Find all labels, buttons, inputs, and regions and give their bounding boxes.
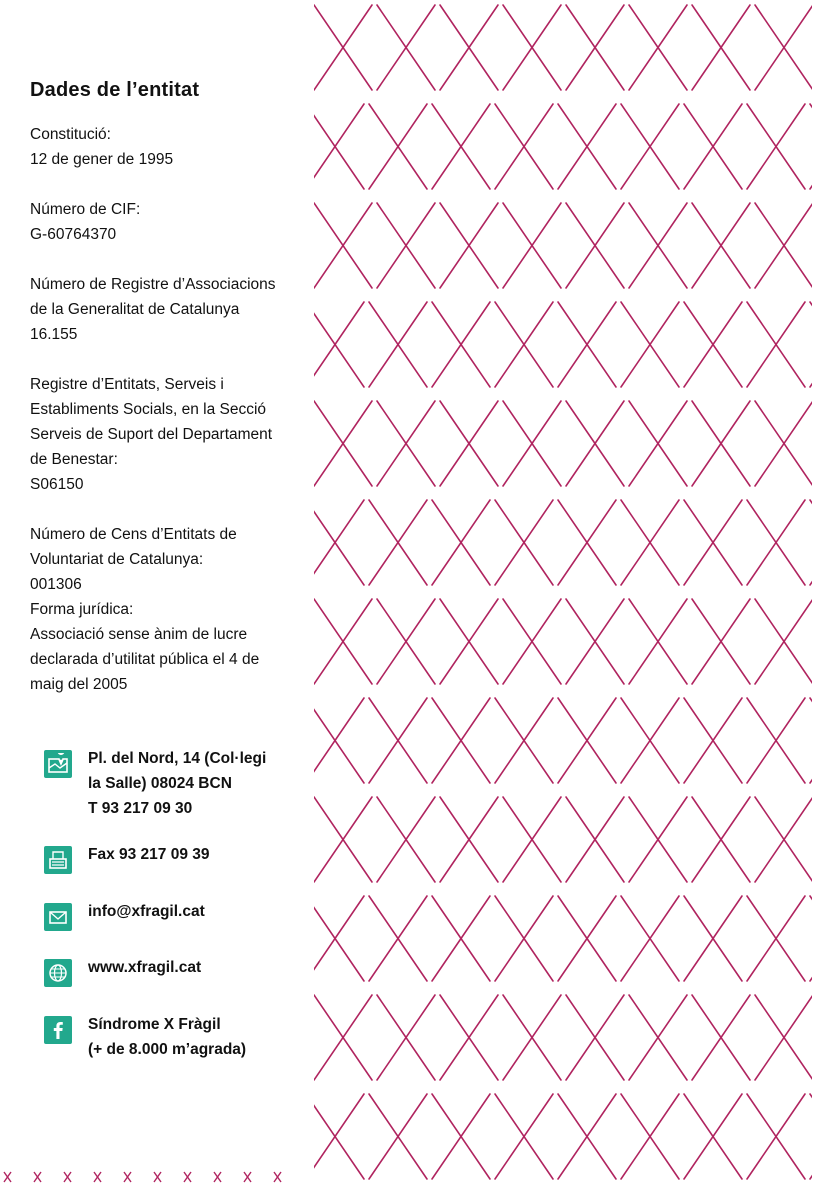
pattern-line — [300, 401, 309, 486]
pattern-line — [810, 302, 820, 387]
entity-data-section — [30, 76, 300, 697]
pattern-line — [300, 104, 301, 189]
pattern-line — [300, 302, 301, 387]
contact-address — [44, 746, 304, 821]
facebook-icon — [44, 1016, 72, 1044]
pattern-line — [300, 1094, 301, 1179]
pattern-line — [300, 104, 301, 189]
bottom-edge-pattern — [0, 1168, 320, 1186]
pattern-line — [810, 104, 820, 189]
pattern-line — [810, 1094, 820, 1179]
associations-registry-info: Número de Registre d’Associacions de la Generalitat de Catalunya 16.155 — [30, 276, 276, 343]
globe-icon — [44, 959, 72, 987]
pattern-line — [300, 401, 309, 486]
pattern-line — [300, 5, 309, 90]
contact-facebook[interactable] — [44, 1012, 304, 1062]
pattern-line — [810, 500, 820, 585]
pattern-line — [810, 896, 820, 981]
pattern-line — [300, 5, 309, 90]
page-title: Dades de l’entitat — [30, 79, 200, 101]
map-location-icon — [44, 750, 72, 778]
address-text: Pl. del Nord, 14 (Col·legi la Salle) 08024 BCN T 93 217 09 30 — [88, 750, 267, 817]
contact-list — [44, 746, 304, 1062]
volunteer-census-info: Número de Cens d’Entitats de Voluntariat de Catalunya: 001306 Forma jurídica: Associació sense ànim de lucre declarada d’utilitat pública el 4 de maig del 2005 — [30, 526, 260, 693]
pattern-line — [300, 599, 309, 684]
fax-icon — [44, 846, 72, 874]
pattern-line — [810, 698, 820, 783]
pattern-line — [810, 104, 820, 189]
pattern-line — [300, 599, 309, 684]
pattern-line — [810, 896, 820, 981]
constitution-info: Constitució: 12 de gener de 1995 — [30, 126, 174, 168]
pattern-line — [810, 1094, 820, 1179]
decorative-x-pattern — [300, 0, 820, 1186]
pattern-line — [300, 1094, 301, 1179]
pattern-line — [300, 500, 301, 585]
pattern-line — [300, 500, 301, 585]
pattern-line — [300, 203, 309, 288]
contact-email[interactable] — [44, 899, 304, 931]
contact-website[interactable] — [44, 955, 304, 987]
pattern-line — [810, 698, 820, 783]
facebook-link[interactable]: Síndrome X Fràgil (+ de 8.000 m’agrada) — [88, 1016, 247, 1058]
fax-text: Fax 93 217 09 39 — [88, 846, 210, 863]
social-services-registry-info: Registre d’Entitats, Serveis i Establiments Socials, en la Secció Serveis de Suport del Departament de Benestar: S06150 — [30, 376, 273, 493]
pattern-line — [300, 203, 309, 288]
pattern-line — [810, 302, 820, 387]
cif-info: Número de CIF: G-60764370 — [30, 201, 141, 243]
pattern-line — [810, 500, 820, 585]
mail-icon — [44, 903, 72, 931]
email-link[interactable]: info@xfragil.cat — [88, 903, 205, 920]
website-link[interactable]: www.xfragil.cat — [88, 959, 202, 976]
pattern-line — [300, 302, 301, 387]
contact-fax — [44, 842, 304, 874]
